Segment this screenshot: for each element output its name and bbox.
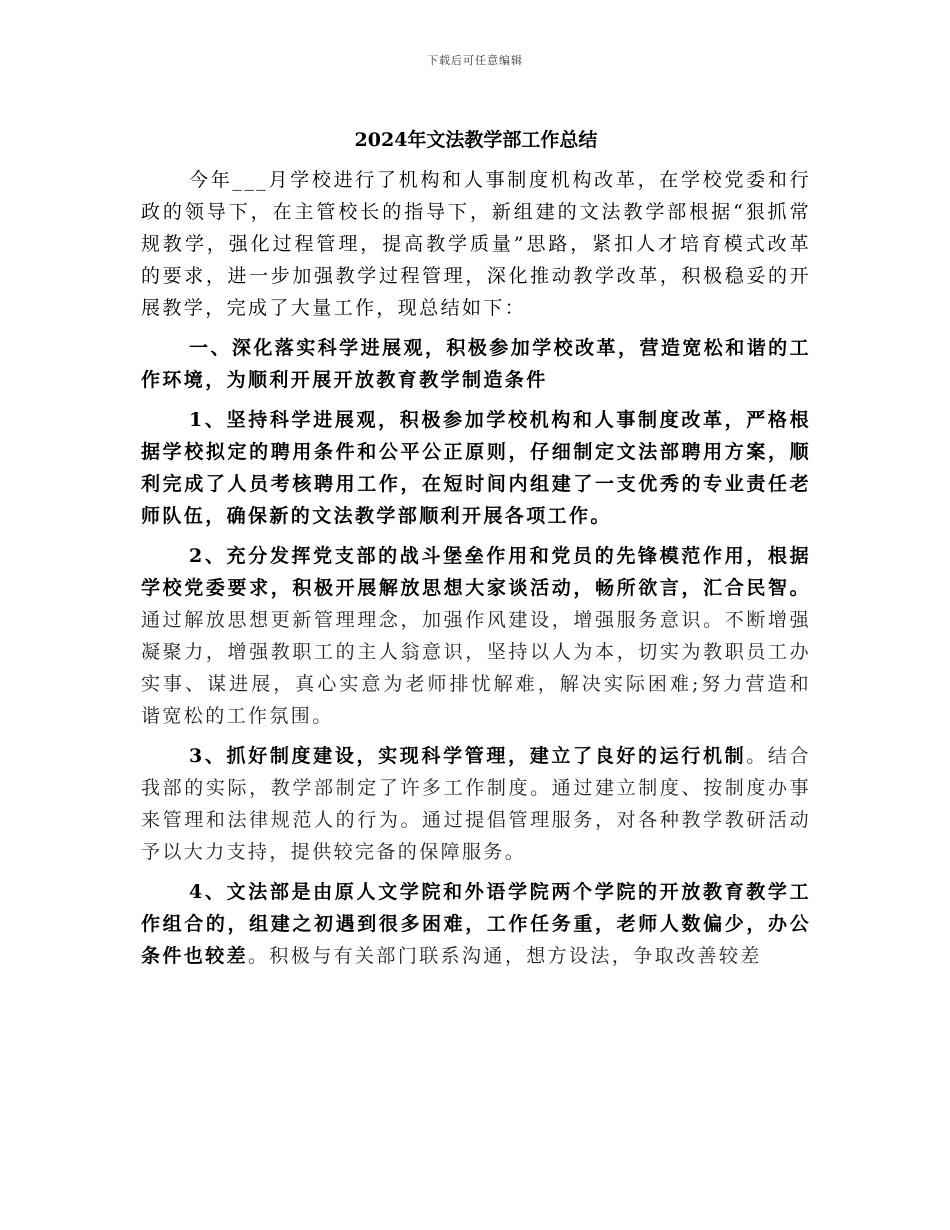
paragraph-item-1 <box>141 404 811 532</box>
paragraph-item-3-lead: 3、抓好制度建设，实现科学管理，建立了良好的运行机制 <box>189 745 747 767</box>
paragraph-item-2-lead: 2、充分发挥党支部的战斗堡垒作用和党员的先锋模范作用，根据学校党委要求，积极开展解放思想大家谈活动，畅所欲言，汇合民智。 <box>141 545 811 599</box>
paragraph-item-2 <box>141 540 811 732</box>
document-title: 2024年文法教学部工作总结 <box>354 129 598 151</box>
paragraph-item-4 <box>141 876 811 972</box>
page-header: 下载后可任意编辑 <box>427 54 523 67</box>
paragraph-item-4-body: 。积极与有关部门联系沟通，想方设法，争取改善较差 <box>248 945 762 967</box>
section-heading-1-text: 一、深化落实科学进展观，积极参加学校改革，营造宽松和谐的工作环境，为顺利开展开放教育教学制造条件 <box>141 337 811 391</box>
paragraph-item-3 <box>141 740 811 868</box>
intro-paragraph: 今年___月学校进行了机构和人事制度机构改革，在学校党委和行政的领导下，在主管校长的指导下，新组建的文法教学部根据“狠抓常规教学，强化过程管理，提高教学质量”思路，紧扣人才培育模式改革的要求，进一步加强教学过程管理，深化推动教学改革，积极稳妥的开展教学，完成了大量工作，现总结如下： <box>141 169 811 319</box>
paragraph-item-4-lead: 4、文法部是由原人文学院和外语学院两个学院的开放教育教学工作组合的，组建之初遇到很多困难，工作任务重，老师人数偏少，办公条件也较差 <box>141 881 811 967</box>
document-body <box>141 120 811 980</box>
paragraph-item-2-body: 通过解放思想更新管理理念，加强作风建设，增强服务意识。不断增强凝聚力，增强教职工的主人翁意识，坚持以人为本，切实为教职员工办实事、谋进展，真心实意为老师排忧解难，解决实际困难;努力营造和谐宽松的工作氛围。 <box>141 609 811 727</box>
section-heading-1 <box>141 332 811 396</box>
paragraph-item-3-body: 。结合我部的实际，教学部制定了许多工作制度。通过建立制度、按制度办事来管理和法律规范人的行为。通过提倡管理服务，对各种教学教研活动予以大力支持，提供较完备的保障服务。 <box>141 745 811 863</box>
paragraph-item-1-text: 1、坚持科学进展观，积极参加学校机构和人事制度改革，严格根据学校拟定的聘用条件和公平公正原则，仔细制定文法部聘用方案，顺利完成了人员考核聘用工作，在短时间内组建了一支优秀的专业责任老师队伍，确保新的文法教学部顺利开展各项工作。 <box>141 409 811 527</box>
